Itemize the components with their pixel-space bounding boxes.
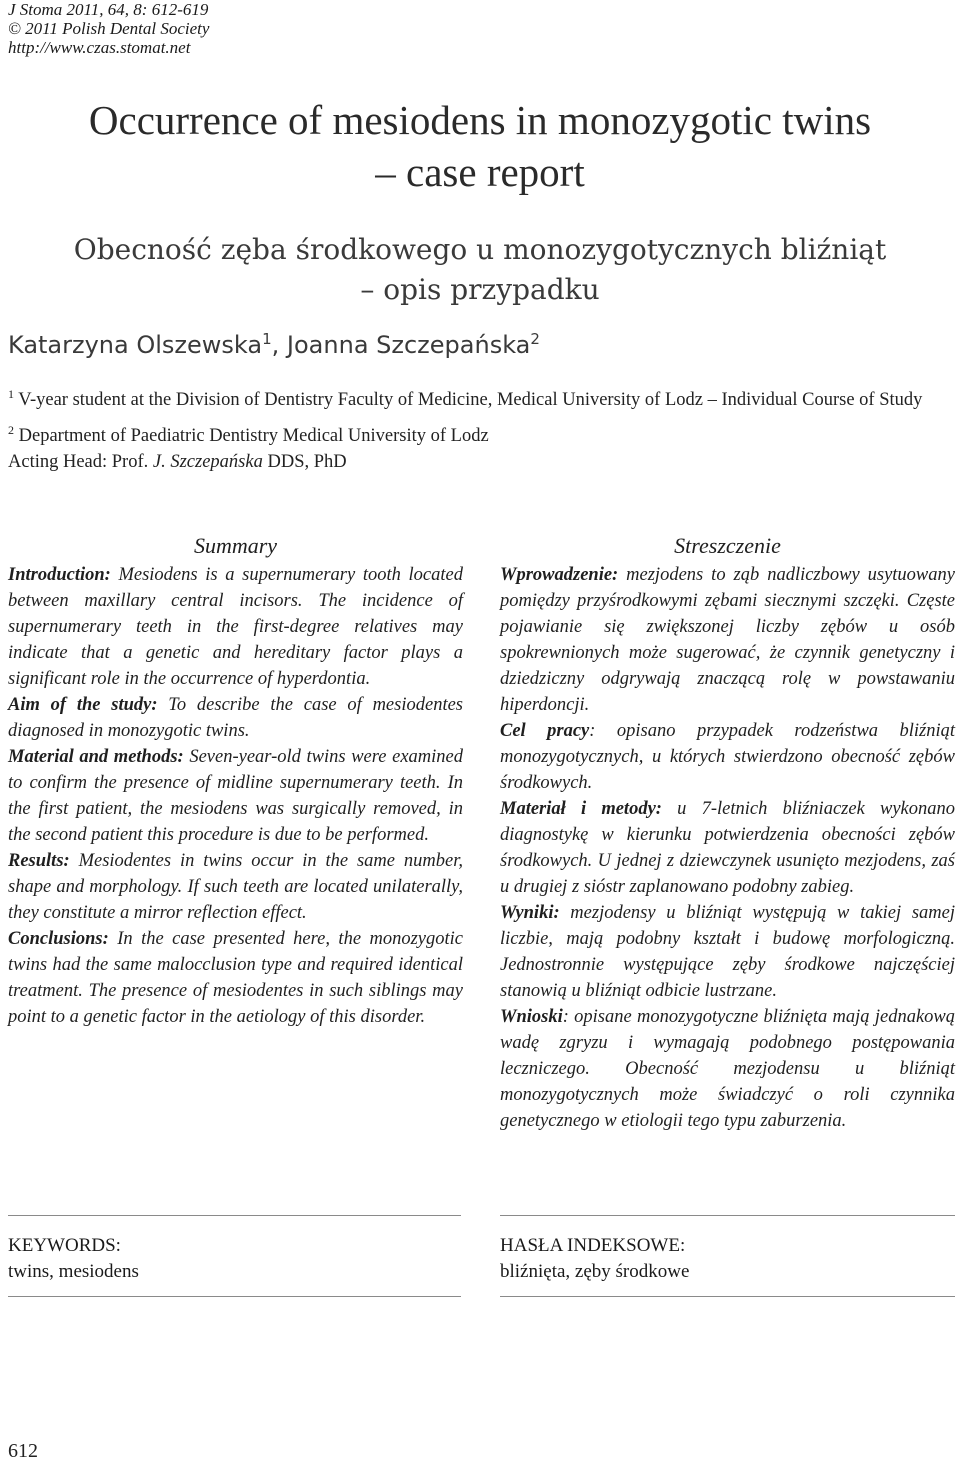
summary-aim (8, 692, 463, 744)
results-text: Mesiodentes in twins occur in the same number, shape and morphology. If such teeth are located unilaterally, they constitute a mirror reflection effect. (8, 851, 463, 923)
article-title-polish (0, 230, 960, 310)
title-pl-line1: Obecność zęba środkowego u monozygotycznych bliźniąt (73, 233, 887, 266)
keywords-values: twins, mesiodens (8, 1261, 139, 1282)
introduction-label: Introduction: (8, 565, 111, 585)
keywords-divider-top-left (8, 1215, 461, 1216)
wprowadzenie-text: mezjodens to ząb nadliczbowy usytuowany pomiędzy przyśrodkowymi zębami siecznymi szczęki. Częste pojawianie się zwiększonej liczby zębów u osób spokrewnionych może sugerować, że czynnik genetyczny i dziedziczny odgrywają znaczącą rolę w powstawaniu hiperdoncji. (500, 565, 955, 715)
wyniki-text: mezjodensy u bliźniąt występują w takiej samej liczbie, mają podobny kształt i budowę morfologiczną. Jednostronnie występujące zęby środkowe najczęściej stanowią u bliźniąt odbicie lustrzane. (500, 903, 955, 1001)
title-en-line2: – case report (375, 149, 585, 195)
affiliation-1 (8, 381, 953, 413)
author-name-2: Joanna Szczepańska (286, 331, 531, 359)
streszczenie-introduction (500, 562, 955, 718)
wprowadzenie-label: Wprowadzenie: (500, 565, 619, 585)
streszczenie-aim (500, 718, 955, 796)
keywords-label: KEYWORDS: (8, 1235, 121, 1256)
material-metody-label: Materiał i metody: (500, 799, 662, 819)
author-list (8, 330, 540, 359)
author-affiliation-mark-2: 2 (530, 330, 540, 348)
affiliation-2 (8, 417, 953, 475)
aim-text: To describe the case of mesiodentes diagnosed in monozygotic twins. (8, 695, 463, 741)
results-label: Results: (8, 851, 70, 871)
keywords-divider-bottom-left (8, 1296, 461, 1297)
wyniki-label: Wyniki: (500, 903, 560, 923)
author-separator: , (271, 331, 287, 359)
page-number: 612 (8, 1440, 38, 1462)
keywords-polish (500, 1233, 689, 1285)
streszczenie-results (500, 900, 955, 1004)
aim-label: Aim of the study: (8, 695, 158, 715)
keywords-divider-bottom-right (500, 1296, 955, 1297)
journal-citation: J Stoma 2011, 64, 8: 612-619 (8, 0, 209, 19)
streszczenie-methods (500, 796, 955, 900)
keywords-divider-top-right (500, 1215, 955, 1216)
keywords-english (8, 1233, 139, 1285)
title-pl-line2: – opis przypadku (360, 273, 600, 306)
summary-english (8, 532, 463, 1030)
author-name-1: Katarzyna Olszewska (8, 331, 263, 359)
hasla-values: bliźnięta, zęby środkowe (500, 1261, 690, 1282)
acting-head-prefix: Acting Head: Prof. (8, 452, 153, 473)
introduction-text: Mesiodens is a supernumerary tooth located between maxillary central incisors. The incidence of supernumerary teeth in the first-degree relatives may indicate that a genetic and hereditary factor plays a significant role in the occurrence of hyperdontia. (8, 565, 463, 689)
summary-results (8, 848, 463, 926)
cel-pracy-text: : opisano przypadek rodzeństwa bliźniąt monozygotycznych, u których stwierdzono obecność zębów środkowych. (500, 721, 956, 793)
material-metody-text: u 7-letnich bliźniaczek wykonano diagnostykę w kierunku potwierdzenia obecności zębów środkowych. U jednej z dziewczynek usunięto mezjodens, zaś u drugiej z sióstr zaplanowano podobny zabieg. (500, 799, 955, 897)
affiliation-2-text: Department of Paediatric Dentistry Medical University of Lodz (14, 426, 489, 447)
journal-info (8, 0, 209, 57)
methods-label: Material and methods: (8, 747, 184, 767)
article-title-english (0, 94, 960, 198)
summary-conclusions (8, 926, 463, 1030)
streszczenie-heading: Streszczenie (674, 533, 781, 558)
wnioski-label: Wnioski (500, 1007, 563, 1027)
conclusions-label: Conclusions: (8, 929, 109, 949)
streszczenie-conclusions (500, 1004, 955, 1134)
summary-introduction (8, 562, 463, 692)
journal-url[interactable]: http://www.czas.stomat.net (8, 38, 191, 57)
summary-methods (8, 744, 463, 848)
affiliations (8, 381, 953, 479)
affiliation-1-text: V-year student at the Division of Dentistry Faculty of Medicine, Medical University of Lodz – Individual Course of Study (14, 390, 923, 411)
acting-head-suffix: DDS, PhD (262, 452, 347, 473)
hasla-label: HASŁA INDEKSOWE: (500, 1235, 686, 1256)
wnioski-text: : opisane monozygotyczne bliźnięta mają jednakową wadę zgryzu i wymagają podobnego postępowania leczniczego. Obecność mezjodensu u bliźniąt monozygotycznych może świadczyć o roli czynnika genetycznego w etiologii tego typu zaburzenia. (500, 1007, 955, 1131)
affiliation-2-mark: 2 (8, 423, 14, 438)
summary-polish (500, 532, 955, 1134)
summary-heading: Summary (193, 533, 278, 558)
title-en-line1: Occurrence of mesiodens in monozygotic twins (88, 97, 872, 143)
methods-text: Seven-year-old twins were examined to confirm the presence of midline supernumerary teeth. In the first patient, the mesiodens was surgically removed, in the second patient this procedure is due to be performed. (8, 747, 463, 845)
acting-head-name: J. Szczepańska (152, 452, 263, 473)
author-affiliation-mark-1: 1 (262, 330, 272, 348)
journal-copyright: © 2011 Polish Dental Society (8, 19, 210, 38)
cel-pracy-label: Cel pracy (500, 721, 590, 741)
affiliation-1-mark: 1 (8, 387, 14, 401)
conclusions-text: In the case presented here, the monozygotic twins had the same malocclusion type and required identical treatment. The presence of mesiodentes in such siblings may point to a genetic factor in the aetiology of this disorder. (8, 929, 463, 1027)
